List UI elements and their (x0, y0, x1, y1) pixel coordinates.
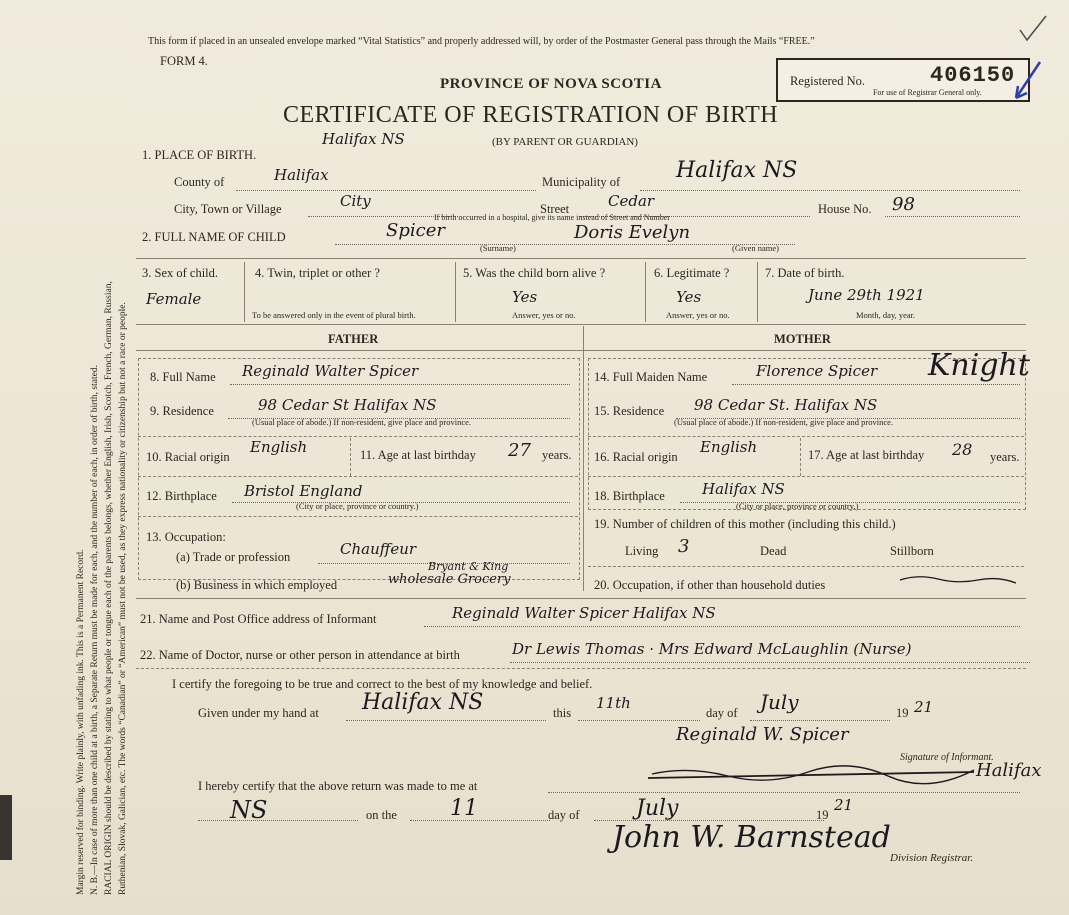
mother-age-label: 17. Age at last birthday (808, 448, 925, 462)
registrar-month: July (636, 796, 679, 821)
business-label: (b) Business in which employed (176, 578, 338, 592)
stillborn-label: Stillborn (890, 544, 934, 558)
municipality-label: Municipality of (542, 175, 621, 189)
living-value: 3 (678, 536, 690, 557)
mother-occ-label: 20. Occupation, if other than household duties (594, 578, 826, 592)
mother-race-label: 16. Racial origin (594, 450, 678, 464)
father-name: Reginald Walter Spicer (242, 362, 419, 380)
registered-label: Registered No. (790, 74, 865, 88)
certify-day-label: day of (706, 706, 738, 720)
legit-label: 6. Legitimate ? (654, 266, 730, 280)
mother-age: 28 (952, 440, 973, 459)
mother-name-label: 14. Full Maiden Name (594, 370, 708, 384)
registrar-text: I hereby certify that the above return was made to me at (198, 779, 478, 793)
registrar-year: 21 (834, 796, 854, 814)
dead-label: Dead (760, 544, 787, 558)
sex-value: Female (146, 290, 202, 308)
father-age-label: 11. Age at last birthday (360, 448, 476, 462)
house-label: House No. (818, 202, 872, 216)
mail-notice: This form if placed in an unsealed envelope marked “Vital Statistics” and properly addressed will, by order of the Postmaster General pass through the Mails “FREE.” (148, 36, 815, 47)
father-bp: Bristol England (244, 482, 363, 500)
registrar-place: Halifax (976, 760, 1042, 781)
doctor-label: 22. Name of Doctor, nurse or other person in attendance at birth (140, 648, 460, 662)
father-res: 98 Cedar St Halifax NS (258, 396, 437, 414)
county-value: Halifax (274, 166, 329, 184)
children-label: 19. Number of children of this mother (including this child.) (594, 517, 896, 531)
mother-years: years. (990, 450, 1020, 464)
signature-caption: Signature of Informant. (900, 752, 994, 763)
date-note: Month, day, year. (856, 310, 916, 320)
mother-name-correction: Knight (928, 348, 1030, 383)
given-caption: (Given name) (732, 243, 779, 253)
scan-edge (0, 795, 12, 860)
child-label: 2. FULL NAME OF CHILD (142, 230, 286, 244)
this-label: this (553, 706, 572, 720)
sex-label: 3. Sex of child. (142, 266, 219, 280)
child-surname: Spicer (386, 220, 445, 241)
mother-heading: MOTHER (774, 332, 831, 346)
certificate-subtitle: (BY PARENT OR GUARDIAN) (492, 136, 638, 148)
occupation-dash-mark (898, 574, 1018, 588)
registrar-day-label: day of (548, 808, 580, 822)
mother-race: English (700, 438, 758, 456)
county-label: County of (174, 175, 225, 189)
margin-note-4: Ruthenian, Slovak, Galician, etc. The words “Canadian” or “American” must not be used, as they express nationality or citizenship but not a race or people. (118, 302, 128, 895)
margin-note-1: Margin reserved for binding. Write plainly, with unfading ink. This is a Permanent Record. (76, 549, 86, 895)
registrar-year-prefix: 19 (816, 808, 829, 822)
mother-bp-note: (City or place, province or country.) (736, 501, 859, 511)
alive-value: Yes (512, 288, 538, 306)
registered-number: 406150 (930, 63, 1016, 88)
date-label: 7. Date of birth. (765, 266, 845, 280)
arrow-mark-icon (1012, 60, 1042, 100)
father-heading: FATHER (328, 332, 379, 346)
form-number: FORM 4. (160, 54, 208, 68)
place-value: Halifax NS (322, 130, 405, 148)
father-years: years. (542, 448, 572, 462)
margin-note-2: N. B.—In case of more than one child at a birth, a Separate Return must be made for each, and the number of each, in order of birth, stated. (90, 365, 100, 895)
street-value: Cedar (608, 192, 655, 210)
informant-signature: Reginald W. Spicer (676, 724, 849, 745)
street-label: Street (540, 202, 570, 216)
informant-label: 21. Name and Post Office address of Informant (140, 612, 377, 626)
alive-note: Answer, yes or no. (512, 310, 576, 320)
mother-bp-label: 18. Birthplace (594, 489, 665, 503)
date-value: June 29th 1921 (808, 286, 925, 304)
struck-out-signature (648, 760, 978, 790)
business-top: Bryant & King (428, 560, 509, 573)
father-name-label: 8. Full Name (150, 370, 216, 384)
twin-label: 4. Twin, triplet or other ? (255, 266, 380, 280)
on-label: on the (366, 808, 397, 822)
father-race-label: 10. Racial origin (146, 450, 230, 464)
registration-box (776, 58, 1030, 102)
certify-text: I certify the foregoing to be true and correct to the best of my knowledge and belief. (172, 677, 593, 691)
certificate-title: CERTIFICATE OF REGISTRATION OF BIRTH (283, 102, 779, 128)
registrar-day: 11 (450, 796, 478, 821)
certify-day: 11th (596, 694, 631, 712)
check-mark-icon (1018, 14, 1048, 44)
mother-res: 98 Cedar St. Halifax NS (694, 396, 878, 414)
registrar-signature: John W. Barnstead (612, 820, 891, 855)
business-value: wholesale Grocery (388, 572, 511, 587)
given-place: Halifax NS (362, 690, 484, 715)
legit-note: Answer, yes or no. (666, 310, 730, 320)
surname-caption: (Surname) (480, 243, 516, 253)
father-race: English (250, 438, 308, 456)
mother-bp: Halifax NS (702, 480, 785, 498)
hospital-note: If birth occurred in a hospital, give its name instead of Street and Number (434, 213, 670, 222)
margin-note-3: RACIAL ORIGIN should be described by stating to what people or tongue each of the parents belongs, whether English, Irish, Scotch, French, German, Russian, (104, 281, 114, 895)
certify-month: July (760, 690, 799, 714)
registered-note: For use of Registrar General only. (873, 88, 982, 97)
mother-res-note: (Usual place of abode.) If non-resident, give place and province. (674, 417, 894, 427)
mother-name: Florence Spicer (756, 362, 878, 380)
father-occ-label: 13. Occupation: (146, 530, 226, 544)
alive-label: 5. Was the child born alive ? (463, 266, 606, 280)
twin-note: To be answered only in the event of plural birth. (252, 310, 416, 320)
city-value: City (340, 192, 371, 210)
certify-year: 21 (914, 698, 934, 716)
registrar-place2: NS (230, 796, 268, 824)
father-bp-note: (City or place, province or country.) (296, 501, 419, 511)
doctor-value: Dr Lewis Thomas · Mrs Edward McLaughlin (Nurse) (512, 640, 912, 658)
given-label: Given under my hand at (198, 706, 319, 720)
certify-year-prefix: 19 (896, 706, 909, 720)
city-label: City, Town or Village (174, 202, 282, 216)
place-label: 1. PLACE OF BIRTH. (142, 148, 257, 162)
legit-value: Yes (676, 288, 702, 306)
trade-value: Chauffeur (340, 540, 417, 558)
living-label: Living (625, 544, 659, 558)
father-age: 27 (508, 440, 531, 461)
registrar-caption: Division Registrar. (890, 852, 974, 864)
father-bp-label: 12. Birthplace (146, 489, 217, 503)
province-heading: PROVINCE OF NOVA SCOTIA (440, 76, 662, 92)
municipality-value: Halifax NS (676, 158, 798, 183)
informant-value: Reginald Walter Spicer Halifax NS (452, 604, 716, 622)
house-value: 98 (892, 194, 915, 215)
father-res-label: 9. Residence (150, 404, 214, 418)
mother-res-label: 15. Residence (594, 404, 665, 418)
trade-label: (a) Trade or profession (176, 550, 291, 564)
father-res-note: (Usual place of abode.) If non-resident, give place and province. (252, 417, 472, 427)
child-given-name: Doris Evelyn (574, 222, 691, 243)
